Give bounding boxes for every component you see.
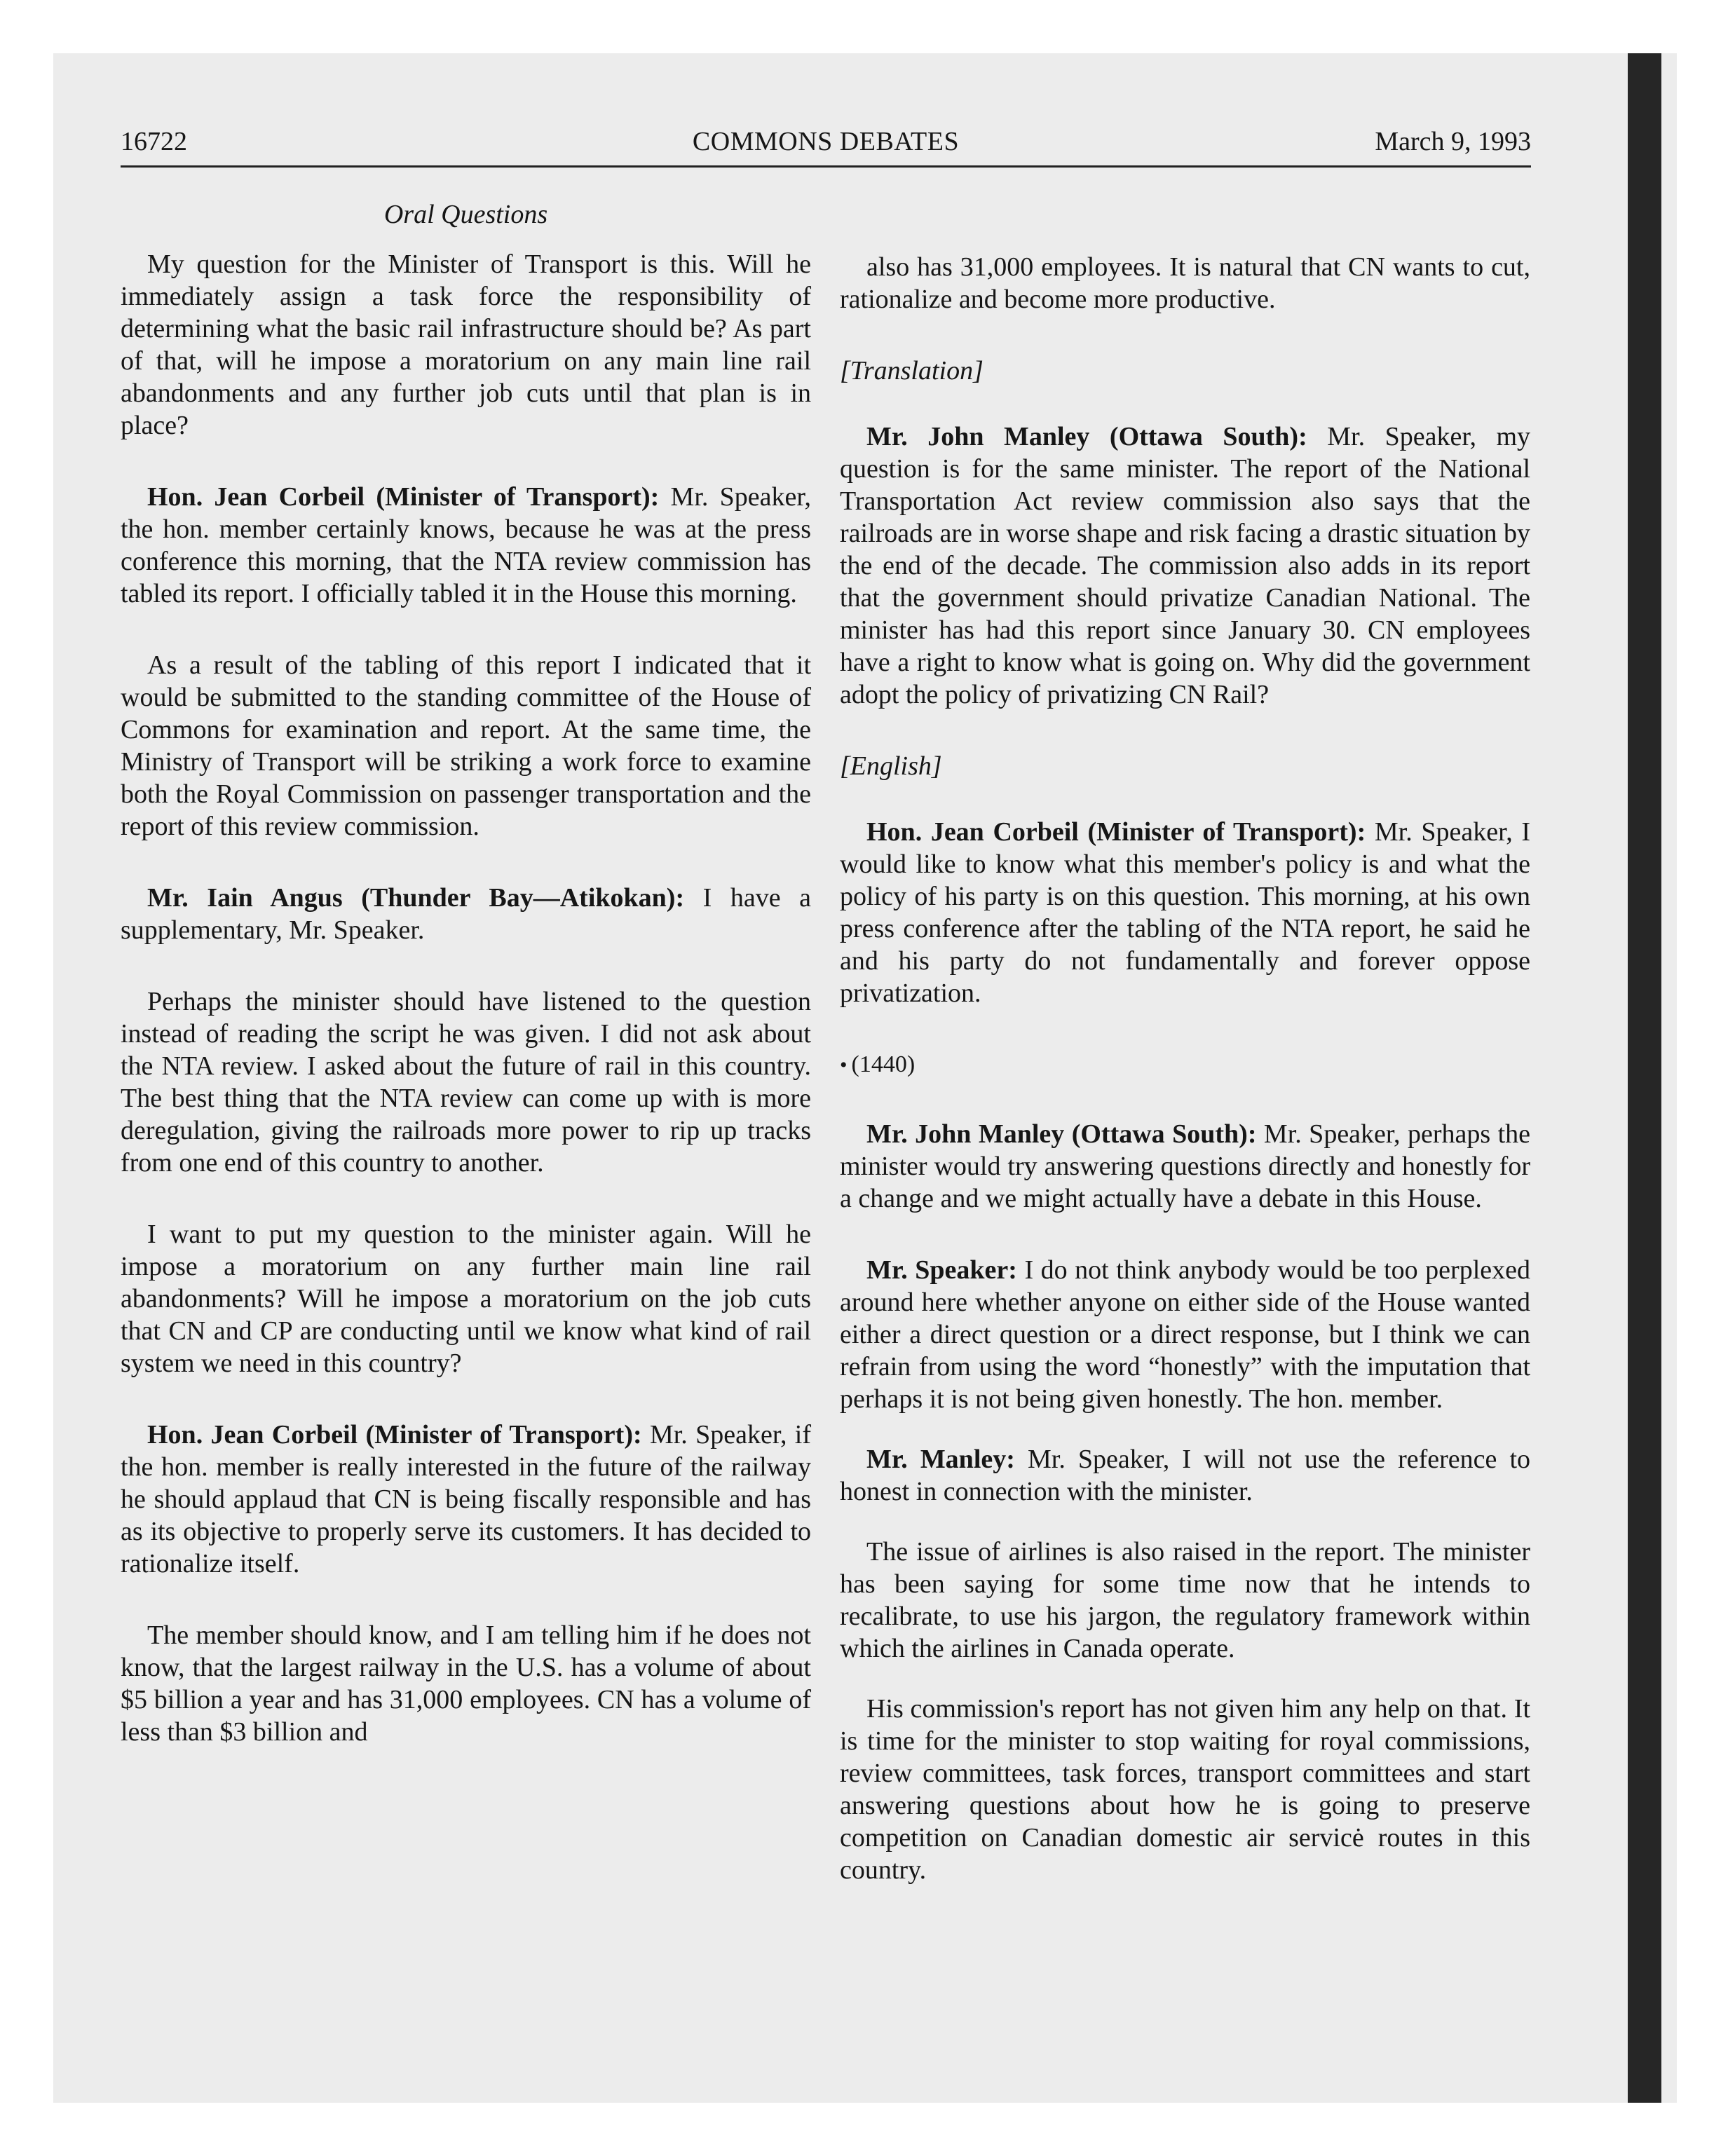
left-column <box>121 196 811 1787</box>
paragraph-text: I want to put my question to the minister again. Will he impose a moratorium on any further main line rail abandonments? Will he impose a moratorium on the job cuts that CN and CP are conducting until we know what kind of rail system we need in this country? <box>121 1220 811 1378</box>
page-number: 16722 <box>121 127 187 156</box>
speaker-name: Hon. Jean Corbeil (Minister of Transport): <box>147 1420 642 1449</box>
speaker-name: Hon. Jean Corbeil (Minister of Transport): <box>147 482 660 512</box>
paragraph <box>840 421 1530 711</box>
paragraph <box>840 1118 1530 1215</box>
speaker-name: Mr. John Manley (Ottawa South): <box>866 1119 1257 1149</box>
paragraph-text: Mr. Speaker, if the hon. member is really interested in the future of the railway he should applaud that CN is being fiscally responsible and has as its objective to properly serve its customers. It has decided to rationalize itself. <box>121 1420 811 1578</box>
paragraph <box>840 1693 1530 1886</box>
paragraph-text: The issue of airlines is also raised in the report. The minister has been saying for some time now that he intends to recalibrate, to use his jargon, the regulatory framework within which the airlines in Canada operate. <box>840 1537 1530 1663</box>
paragraph-text: also has 31,000 employees. It is natural that CN wants to cut, rationalize and become more productive. <box>840 252 1530 314</box>
publication-date: March 9, 1993 <box>1375 127 1531 156</box>
speaker-name: Mr. John Manley (Ottawa South): <box>866 422 1307 451</box>
paragraph-text: I do not think anybody would be too perplexed around here whether anyone on either side of the House wanted either a direct question or a direct response, but I think we can refrain from using the word “honestly” with the imputation that perhaps it is not being given honestly. The hon. member. <box>840 1255 1530 1414</box>
paragraph <box>840 1254 1530 1415</box>
paragraph <box>121 1218 811 1379</box>
page-header <box>121 121 1531 163</box>
paragraph <box>121 882 811 946</box>
paragraph <box>121 248 811 442</box>
speaker-name: Mr. Manley: <box>866 1445 1015 1474</box>
paragraph-text: Mr. Speaker, I would like to know what this member's policy is and what the policy of his party is on this question. This morning, at his own press conference after the tabling of the NTA report, he said he and his party do not fundamentally and forever oppose privatization. <box>840 817 1530 1008</box>
paragraph <box>121 985 811 1179</box>
scan-edge-shadow <box>1628 53 1661 2103</box>
bullet-icon: • <box>840 1053 848 1077</box>
paragraph-text: My question for the Minister of Transport is this. Will he immediately assign a task force the responsibility of determining what the basic rail infrastructure should be? As part of that, will he impose a moratorium on any main line rail abandonments and any further job cuts until that plan is in place? <box>121 250 811 440</box>
paragraph-text: I have a supplementary, Mr. Speaker. <box>121 883 811 945</box>
paragraph-text: The member should know, and I am telling him if he does not know, that the largest railway in the U.S. has a volume of about $5 billion a year and has 31,000 employees. CN has a volume of less than $3 billion and <box>121 1621 811 1747</box>
paragraph-text: As a result of the tabling of this report I indicated that it would be submitted to the standing committee of the House of Commons for examination and report. At the same time, the Ministry of Transport will be striking a work force to examine both the Royal Commission on passenger transportation and the report of this review commission. <box>121 650 811 841</box>
paragraph-text: His commission's report has not given him any help on that. It is time for the minister to stop waiting for royal commissions, review committees, task forces, transport committees and start answering questions about how he is going to preserve competition on Canadian domestic air servicė routes in this country. <box>840 1694 1530 1885</box>
paragraph <box>840 251 1530 315</box>
publication-title: COMMONS DEBATES <box>692 127 960 156</box>
speaker-name: Hon. Jean Corbeil (Minister of Transport): <box>866 817 1366 847</box>
timestamp-text: (1440) <box>851 1051 916 1077</box>
speaker-name: Mr. Iain Angus (Thunder Bay—Atikokan): <box>147 883 685 913</box>
paragraph <box>121 1619 811 1748</box>
speaker-name: Mr. Speaker: <box>866 1255 1017 1285</box>
header-rule <box>121 165 1531 168</box>
right-column <box>840 251 1530 1925</box>
timestamp-marker <box>840 1049 1530 1082</box>
translation-label: [Translation] <box>840 356 984 386</box>
paragraph <box>840 1536 1530 1665</box>
paragraph <box>840 816 1530 1009</box>
paragraph-text: Mr. Speaker, I will not use the reference to honest in connection with the minister. <box>840 1445 1531 1506</box>
paragraph-text: Perhaps the minister should have listened to the question instead of reading the script he was given. I did not ask about the NTA review. I asked about the future of rail in this country. The best thing that the NTA review can come up with is more deregulation, giving the railroads more power to rip up tracks from one end of this country to another. <box>121 987 811 1178</box>
paragraph-text: Mr. Speaker, perhaps the minister would try answering questions directly and honestly for a change and we might actually have a debate in this House. <box>840 1119 1531 1213</box>
paragraph-text: Mr. Speaker, my question is for the same minister. The report of the National Transportation Act review commission also says that the railroads are in worse shape and risk facing a drastic situation by the end of the decade. The commission also adds in its report that the government should privatize Canadian National. The minister has had this report since January 30. CN employees have a right to know what is going on. Why did the government adopt the policy of privatizing CN Rail? <box>840 422 1530 709</box>
section-title: Oral Questions <box>383 200 548 229</box>
paragraph <box>121 649 811 842</box>
paragraph <box>121 1419 811 1580</box>
english-label: [English] <box>840 751 942 781</box>
paragraph <box>121 481 811 610</box>
paragraph-text: Mr. Speaker, the hon. member certainly knows, because he was at the press conference this morning, that the NTA review commission has tabled its report. I officially tabled it in the House this morning. <box>121 482 811 608</box>
paragraph <box>840 1443 1530 1508</box>
